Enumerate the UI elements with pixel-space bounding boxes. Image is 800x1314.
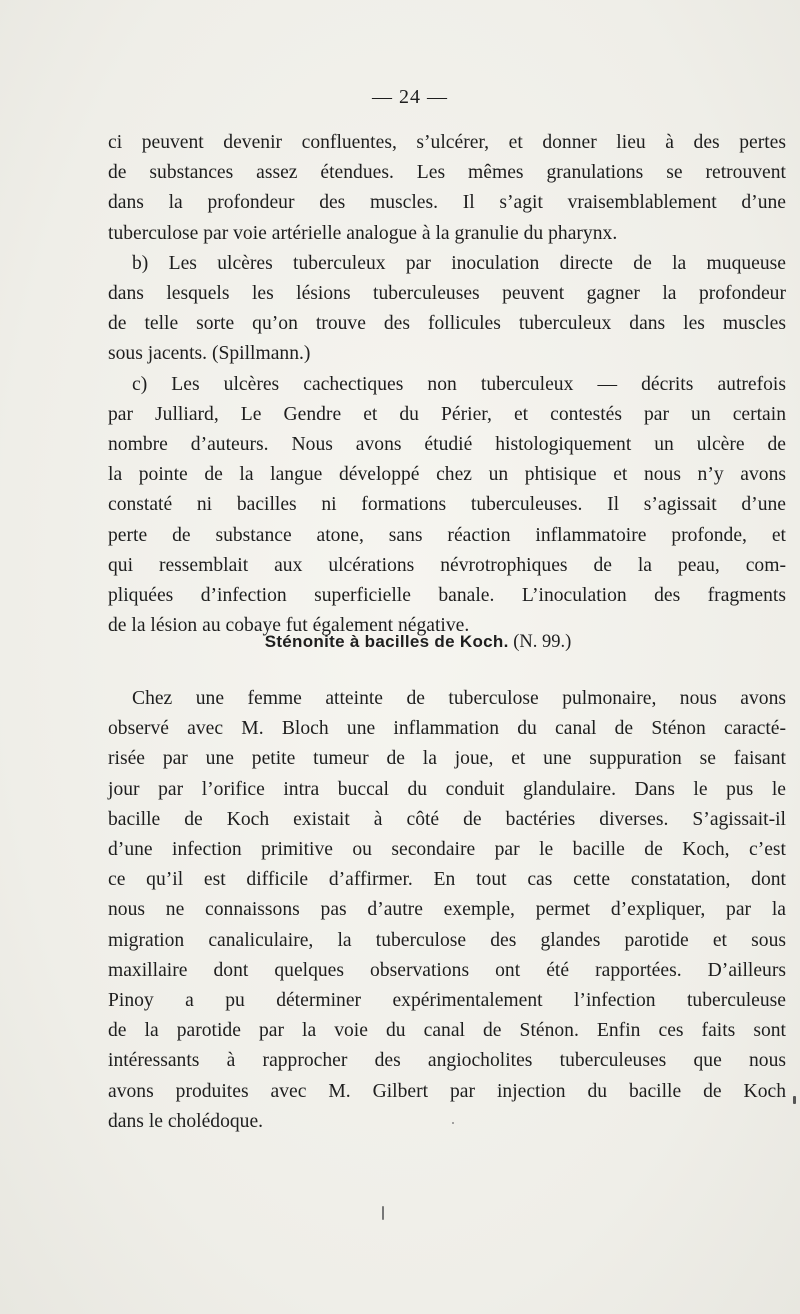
text-line: tuberculose par voie artérielle analogue à la granulie du pharynx. xyxy=(108,222,618,244)
text-line: dans lesquels les lésions tuberculeuses peuvent gagner la profondeur xyxy=(108,283,786,305)
body-text-block-1 xyxy=(108,128,786,641)
page-number: — 24 — xyxy=(372,86,448,108)
body-text-block-2 xyxy=(108,684,786,1137)
text-line: perte de substance atone, sans réaction inflammatoire profonde, et xyxy=(108,524,786,546)
text-line: sous jacents. (Spillmann.) xyxy=(108,343,311,365)
text-line: de substances assez étendues. Les mêmes granulations se retrouvent xyxy=(108,162,786,184)
scan-speck xyxy=(793,1096,796,1104)
text-line: dans la profondeur des muscles. Il s’agit vraisemblablement d’une xyxy=(108,192,786,214)
text-line: de telle sorte qu’on trouve des follicules tuberculeux dans les muscles xyxy=(108,313,786,335)
text-line: maxillaire dont quelques observations ont été rapportées. D’ailleurs xyxy=(108,959,786,981)
section-heading-title: Sténonite à bacilles de Koch. xyxy=(264,632,509,651)
text-line: Chez une femme atteinte de tuberculose pulmonaire, nous avons xyxy=(132,688,786,709)
text-line: constaté ni bacilles ni formations tuberculeuses. Il s’agissait d’une xyxy=(108,494,786,516)
text-line: c) Les ulcères cachectiques non tuberculeux — décrits autrefois xyxy=(132,373,786,395)
text-line: observé avec M. Bloch une inflammation du canal de Sténon caracté- xyxy=(108,718,786,740)
text-line: d’une infection primitive ou secondaire par le bacille de Koch, c’est xyxy=(108,839,786,861)
text-line: avons produites avec M. Gilbert par injection du bacille de Koch xyxy=(108,1080,786,1102)
text-line: de la lésion au cobaye fut également négative. xyxy=(108,615,470,637)
text-line: Pinoy a pu déterminer expérimentalement l’infection tuberculeuse xyxy=(108,990,786,1012)
text-line: par Julliard, Le Gendre et du Périer, et contestés par un certain xyxy=(108,403,786,425)
text-line: b) Les ulcères tuberculeux par inoculation directe de la muqueuse xyxy=(132,252,786,274)
text-line: de la parotide par la voie du canal de Sténon. Enfin ces faits sont xyxy=(108,1020,786,1042)
text-line: bacille de Koch existait à côté de bactéries diverses. S’agissait-il xyxy=(108,808,786,830)
scan-speck xyxy=(382,1206,384,1220)
text-line: qui ressemblait aux ulcérations névrotrophiques de la peau, com- xyxy=(108,554,786,576)
section-heading xyxy=(0,632,800,653)
text-line: pliquées d’infection superficielle banale. L’inoculation des fragments xyxy=(108,585,786,607)
text-line: nous ne connaissons pas d’autre exemple, permet d’expliquer, par la xyxy=(108,899,786,921)
text-line: intéressants à rapprocher des angiocholites tuberculeuses que nous xyxy=(108,1050,786,1072)
text-line: ce qu’il est difficile d’affirmer. En tout cas cette constatation, dont xyxy=(108,869,786,891)
text-line: ci peuvent devenir confluentes, s’ulcérer, et donner lieu à des pertes xyxy=(108,132,786,153)
section-heading-ref: (N. 99.) xyxy=(513,632,572,652)
scan-speck xyxy=(452,1122,454,1124)
text-line: nombre d’auteurs. Nous avons étudié histologiquement un ulcère de xyxy=(108,434,786,456)
text-line: jour par l’orifice intra buccal du conduit glandulaire. Dans le pus le xyxy=(108,778,786,800)
text-line: risée par une petite tumeur de la joue, et une suppuration se faisant xyxy=(108,748,786,770)
text-line: la pointe de la langue développé chez un phtisique et nous n’y avons xyxy=(108,464,786,486)
text-line: migration canaliculaire, la tuberculose des glandes parotide et sous xyxy=(108,929,786,951)
text-line: dans le cholédoque. xyxy=(108,1110,264,1132)
